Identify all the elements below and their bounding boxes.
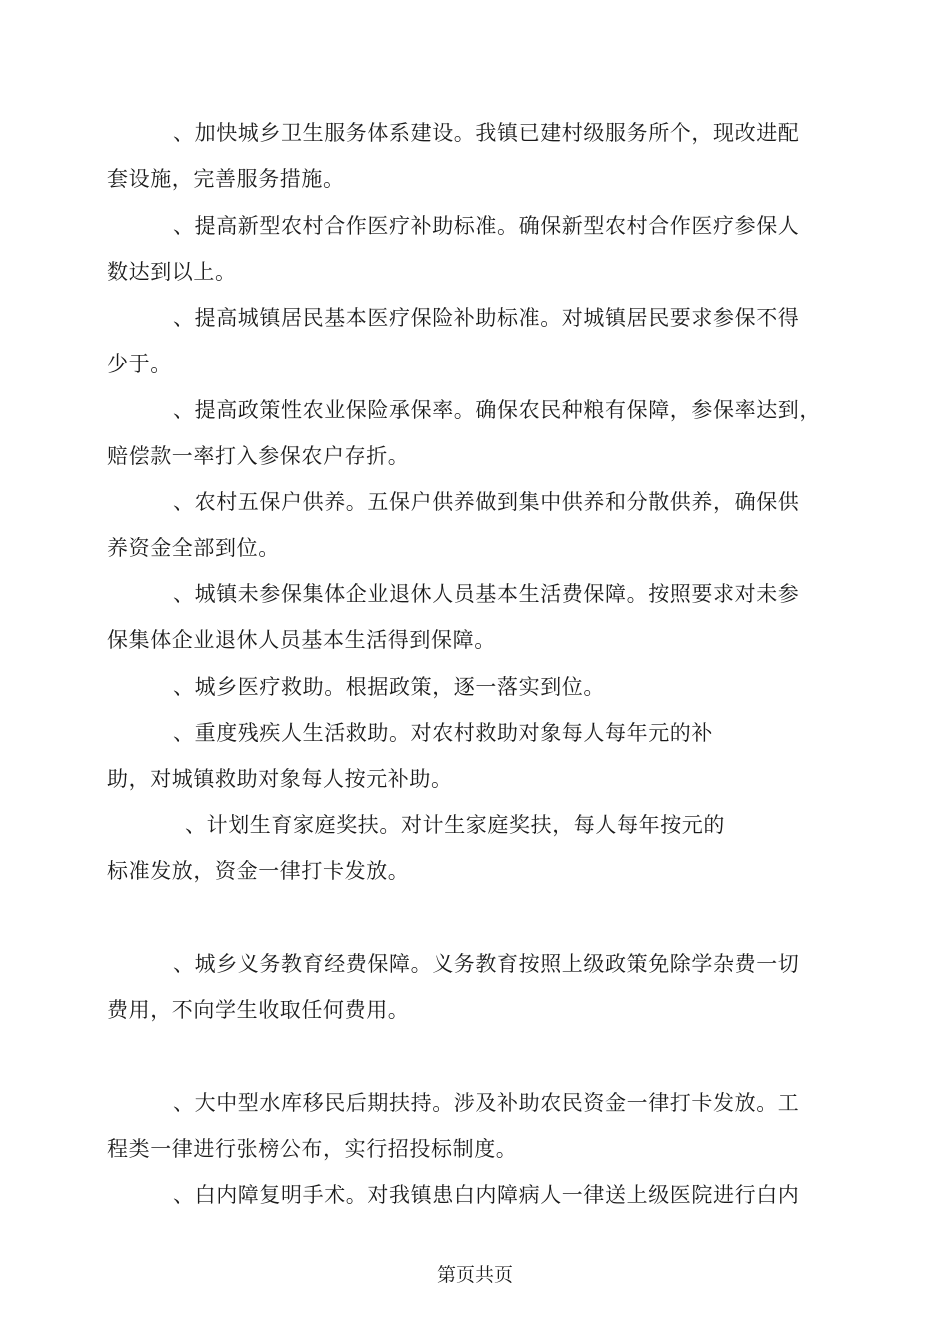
- paragraph-5-line-2: 养资金全部到位。: [107, 536, 280, 560]
- paragraph-4-line-1: 、提高政策性农业保险承保率。确保农民种粮有保障，参保率达到，: [173, 398, 821, 422]
- paragraph-8-line-2: 助，对城镇救助对象每人按元补助。: [107, 767, 453, 791]
- paragraph-9-line-2: 标准发放，资金一律打卡发放。: [107, 859, 410, 883]
- paragraph-10-line-1: 、城乡义务教育经费保障。义务教育按照上级政策免除学杂费一切: [173, 952, 800, 976]
- page-footer: 第页共页: [436, 1264, 513, 1286]
- paragraph-3-line-2: 少于。: [107, 352, 172, 376]
- paragraph-4-line-2: 赔偿款一率打入参保农户存折。: [107, 444, 410, 468]
- paragraph-1-line-2: 套设施，完善服务措施。: [107, 167, 345, 191]
- paragraph-3-line-1: 、提高城镇居民基本医疗保险补助标准。对城镇居民要求参保不得: [173, 306, 800, 330]
- paragraph-11-line-1: 、大中型水库移民后期扶持。涉及补助农民资金一律打卡发放。工: [173, 1091, 800, 1115]
- paragraph-11-line-2: 程类一律进行张榜公布，实行招投标制度。: [107, 1137, 518, 1161]
- paragraph-10-line-2: 费用，不向学生收取任何费用。: [107, 998, 410, 1022]
- paragraph-6-line-2: 保集体企业退休人员基本生活得到保障。: [107, 628, 496, 652]
- paragraph-2-line-2: 数达到以上。: [107, 260, 237, 284]
- paragraph-9-line-1: 、计划生育家庭奖扶。对计生家庭奖扶，每人每年按元的: [185, 813, 725, 837]
- paragraph-8-line-1: 、重度残疾人生活救助。对农村救助对象每人每年元的补: [173, 721, 713, 745]
- paragraph-6-line-1: 、城镇未参保集体企业退休人员基本生活费保障。按照要求对未参: [173, 582, 800, 606]
- paragraph-5-line-1: 、农村五保户供养。五保户供养做到集中供养和分散供养，确保供: [173, 490, 800, 514]
- paragraph-2-line-1: 、提高新型农村合作医疗补助标准。确保新型农村合作医疗参保人: [173, 214, 800, 238]
- paragraph-7-line-1: 、城乡医疗救助。根据政策，逐一落实到位。: [173, 675, 605, 699]
- paragraph-12-line-1: 、白内障复明手术。对我镇患白内障病人一律送上级医院进行白内: [173, 1183, 800, 1207]
- paragraph-1-line-1: 、加快城乡卫生服务体系建设。我镇已建村级服务所个，现改进配: [173, 121, 800, 145]
